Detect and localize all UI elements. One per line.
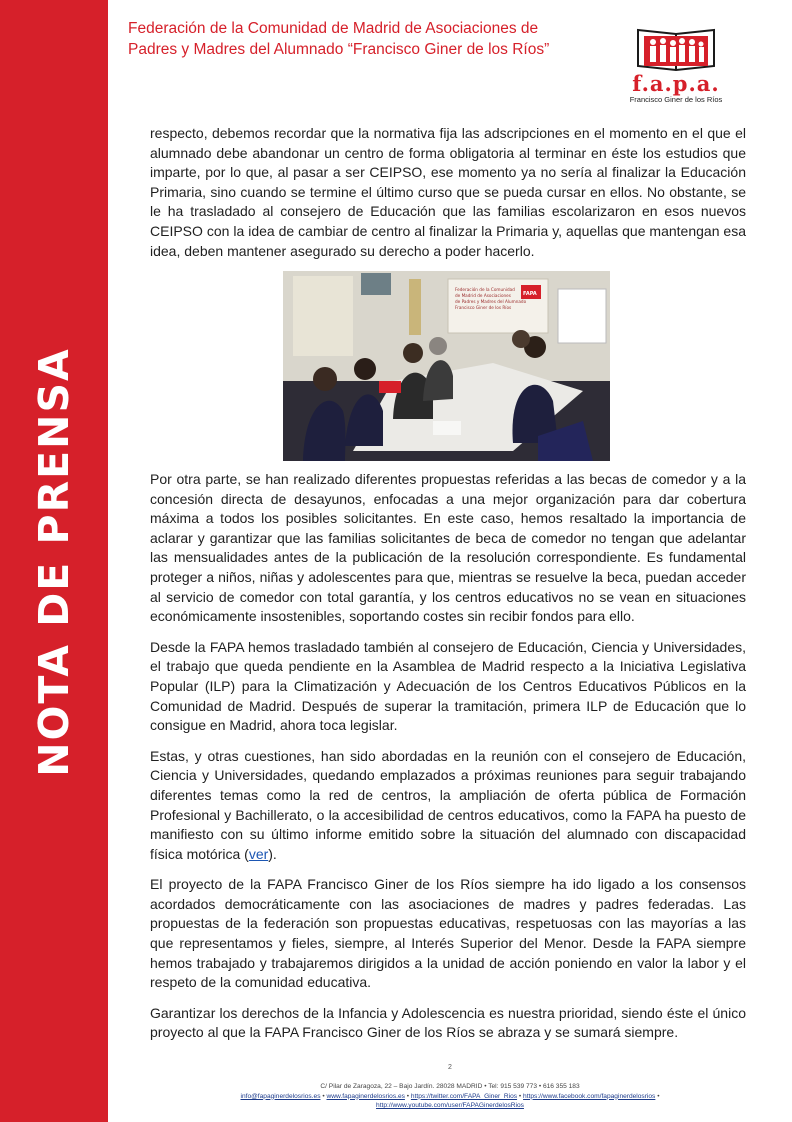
- banner-line-1: Federación de la Comunidad: [455, 287, 515, 292]
- footer-sep-2: •: [404, 1092, 411, 1100]
- footer-sep-1: •: [320, 1092, 327, 1100]
- meeting-photo: [283, 271, 610, 461]
- page-number: 2: [448, 1064, 452, 1071]
- header-title-line-1: Federación de la Comunidad de Madrid de Asociaciones de: [128, 20, 539, 37]
- body-section-bottom: [150, 470, 746, 1054]
- fapa-logo: [624, 22, 728, 104]
- fapa-book-figures-icon: [624, 22, 728, 74]
- footer-links: [108, 1092, 792, 1102]
- banner-line-3: de Padres y Madres del Alumnado: [455, 299, 527, 304]
- paragraph-5: El proyecto de la FAPA Francisco Giner de los Ríos siempre ha ido ligado a los consensos acordados democráticamente con las asociaciones de madres y padres federadas. Las propuestas de la federación son propuestas educativas, respetuosas con las mayorías a las que representamos y fieles, siempre, al Interés Superior del Menor. Desde la FAPA siempre hemos trabajado y trabajaremos dirigidos a la unidad de acción poniendo en valor la labor y el respeto de la comunidad educativa.: [150, 876, 746, 991]
- paragraph-4: [150, 747, 746, 865]
- paragraph-1: respecto, debemos recordar que la normativa fija las adscripciones en el momento en el que el alumnado debe abandonar un centro de forma obligatoria al terminar en éste los estudios que imparte, por lo que, al pasar a ser CEIPSO, ese momento ya no sería al finalizar la Educación Primaria, sino cuando se termine el último curso que se pueda cursar en ellos. No obstante, se le ha trasladado al consejero de Educación que las familias escolarizaron en esos nuevos CEIPSO con la idea de cambiar de centro al finalizar la Primaria y, aquellas que mantengan esa idea, deben mantener asegurado su derecho a poder hacerlo.: [150, 125, 746, 259]
- header-title-line-2: Padres y Madres del Alumnado “Francisco Giner de los Ríos”: [128, 41, 550, 58]
- fapa-brand-text: f.a.p.a.: [632, 71, 720, 96]
- paragraph-4-text: Estas, y otras cuestiones, han sido abordadas en la reunión con el consejero de Educación, Ciencia y Universidades, quedando emplazados a próximas reuniones para seguir trabajando diferentes temas como la red de centros, la ampliación de oferta pública de Formación Profesional y Bachillerato, o la accesibilidad de centros educativos, como la FAPA ha puesto de manifiesto con su último informe emitido sobre la situación del alumnado con discapacidad física motórica (: [150, 747, 746, 862]
- footer-youtube-link[interactable]: http://www.youtube.com/user/FAPAGinerdelosRios: [376, 1102, 524, 1109]
- nota-de-prensa-label: NOTA DE PRENSA: [30, 347, 78, 777]
- footer-web-link[interactable]: www.fapaginerdelosrios.es: [326, 1092, 405, 1100]
- footer-twitter-link[interactable]: https://twitter.com/FAPA_Giner_Rios: [410, 1092, 518, 1100]
- paragraph-2: Por otra parte, se han realizado diferentes propuestas referidas a las becas de comedor y a la concesión directa de desayunos, enfocadas a una mejor organización para dar cobertura máxima a todos los posibles solicitantes. En este caso, hemos resaltado la importancia de aclarar y garantizar que las familias solicitantes de beca de comedor no tengan que adelantar las mensualidades antes de la publicación de la resolución correspondiente. Es fundamental proteger a niños, niñas y adolescentes para que, mientras se resuelve la beca, puedan acceder al servicio de comedor con total garantía, y los centros educativos no se vean en situaciones económicamente insostenibles, soportando costes sin recibir fondos para ello.: [150, 471, 746, 625]
- footer-sep-4: •: [655, 1092, 660, 1100]
- banner-logo-text: FAPA: [523, 291, 537, 297]
- paragraph-3: Desde la FAPA hemos trasladado también al consejero de Educación, Ciencia y Universidades, el trabajo que queda pendiente en la Asamblea de Madrid respecto a la Iniciativa Legislativa Popular (ILP) para la Climatización y Adecuación de los Centros Educativos Públicos en la Comunidad de Madrid. Después de superar la tramitación, primera ILP de Educación que lo consigue en Madrid, ahora toca legislar.: [150, 638, 746, 734]
- sidebar-band: [0, 0, 108, 1122]
- fapa-subtitle: Francisco Giner de los Ríos: [629, 95, 723, 104]
- footer: [108, 1082, 792, 1111]
- meeting-scene: [283, 271, 610, 461]
- paragraph-4-end: ).: [268, 845, 277, 862]
- footer-facebook-link[interactable]: https://www.facebook.com/fapaginerdelosrios: [523, 1092, 656, 1100]
- footer-youtube-row: [108, 1101, 792, 1111]
- paragraph-6: Garantizar los derechos de la Infancia y Adolescencia es nuestra prioridad, siendo éste el único proyecto al que la FAPA Francisco Giner de los Ríos se abraza y se sumará siempre.: [150, 1004, 746, 1041]
- banner-line-4: Francisco Giner de los Ríos: [455, 305, 512, 310]
- body-section-top: [150, 124, 746, 272]
- header-title: [128, 18, 598, 60]
- ver-link[interactable]: ver: [248, 845, 269, 862]
- banner-line-2: de Madrid de Asociaciones: [455, 293, 511, 298]
- footer-email-link[interactable]: info@fapaginerdelosrios.es: [240, 1092, 321, 1100]
- footer-address: C/ Pilar de Zaragoza, 22 – Bajo Jardín. 28028 MADRID • Tel: 915 539 773 • 616 355 183: [320, 1083, 580, 1090]
- footer-sep-3: •: [517, 1092, 524, 1100]
